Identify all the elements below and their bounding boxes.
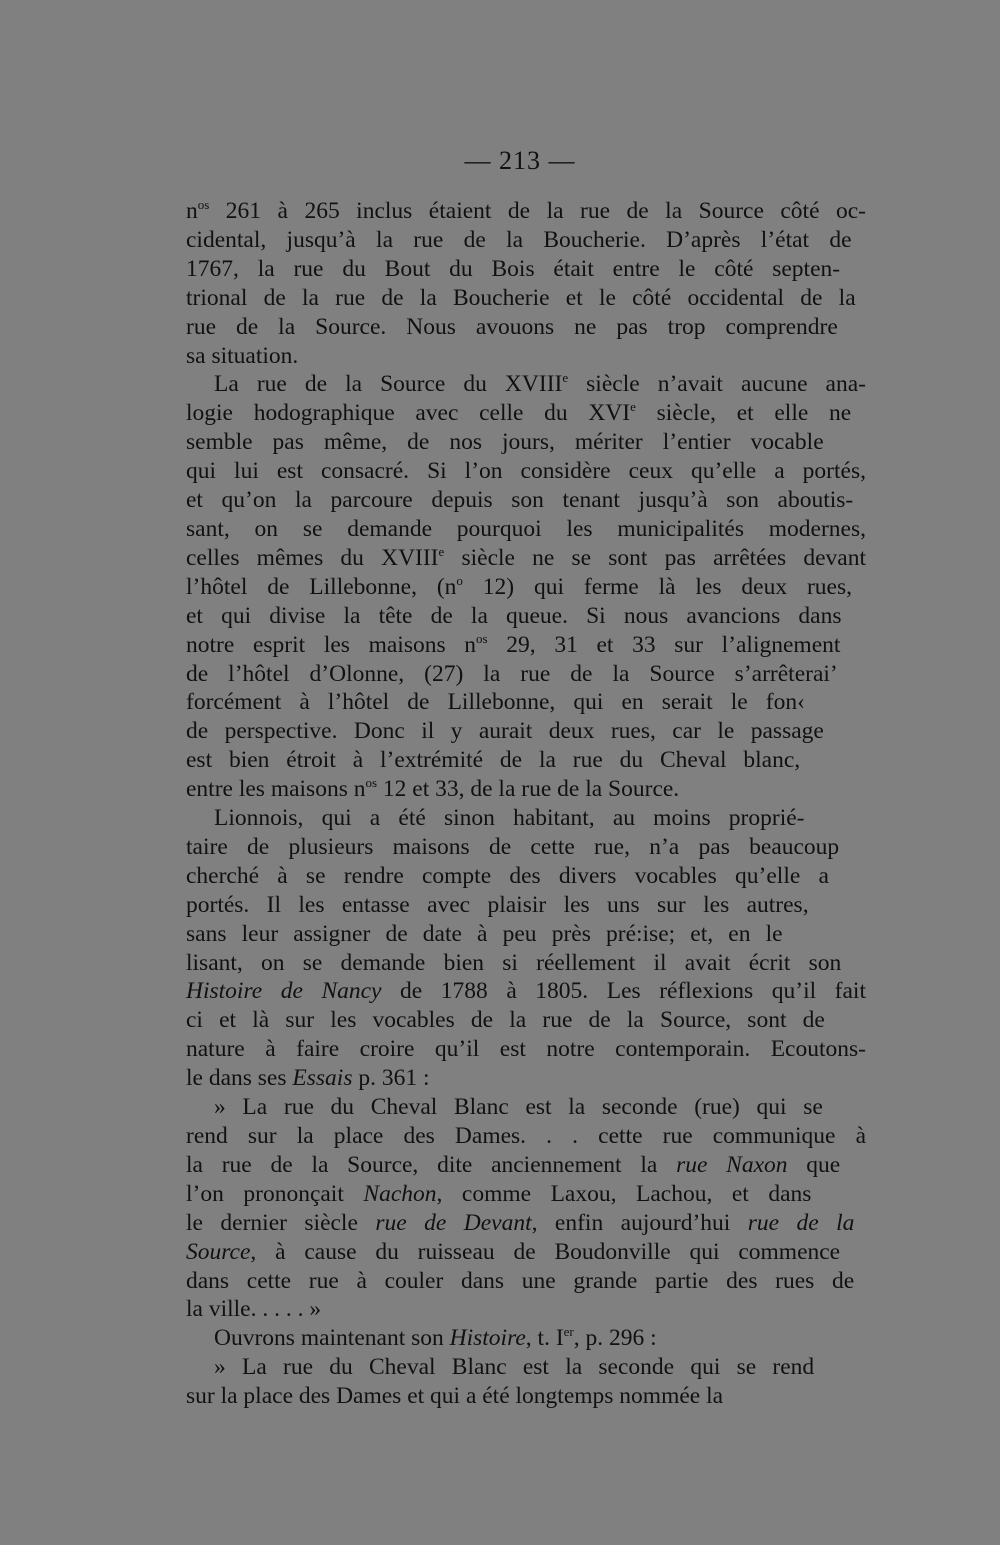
text-line: semble pas même, de nos jours, mériter l’entier vocable xyxy=(186,429,824,456)
text-line: sans leur assigner de date à peu près pré:ise; et, en le xyxy=(186,920,783,947)
text-line: le dernier siècle rue de Devant, enfin aujourd’hui rue de la xyxy=(186,1209,855,1236)
text-line: Source, à cause du ruisseau de Boudonville qui commence xyxy=(186,1238,841,1265)
text-line: » La rue du Cheval Blanc est la seconde qui se rend xyxy=(214,1354,815,1381)
text-line: la ville. . . . . » xyxy=(186,1296,322,1323)
text-line: ci et là sur les vocables de la rue de la Source, sont de xyxy=(186,1007,825,1034)
text-line: $n^{os}$ 261 à 265 inclus étaient de la rue de la Source côté oc- xyxy=(186,197,866,224)
text-line: cherché à se rendre compte des divers vocables qu’elle a xyxy=(186,862,829,889)
text-line: sant, on se demande pourquoi les municipalités modernes, xyxy=(186,515,866,542)
text-line: Lionnois, qui a été sinon habitant, au moins proprié- xyxy=(214,805,805,832)
text-line: » La rue du Cheval Blanc est la seconde (rue) qui se xyxy=(214,1094,823,1121)
paragraph xyxy=(186,1324,866,1353)
text-line: La rue de la Source du XVIIIe siècle n’avait aucune ana- xyxy=(214,370,866,398)
text-line: l’on prononçait Nachon, comme Laxou, Lachou, et dans xyxy=(186,1180,812,1207)
text-line: trional de la rue de la Boucherie et le côté occidental de la xyxy=(186,284,856,311)
paragraph xyxy=(186,1353,866,1411)
text-line: rue de la Source. Nous avouons ne pas trop comprendre xyxy=(186,313,838,340)
page-number: — 213 — xyxy=(464,146,576,175)
body-text xyxy=(186,197,866,1411)
text-line: sa situation. xyxy=(186,342,299,369)
text-line: sur la place des Dames et qui a été longtemps nommée la xyxy=(186,1383,724,1410)
text-line: Histoire de Nancy de 1788 à 1805. Les réflexions qu’il fait xyxy=(186,978,866,1005)
paragraph xyxy=(186,370,866,804)
text-line: et qui divise la tête de la queue. Si nous avancions dans xyxy=(186,602,842,629)
text-line: le dans ses Essais p. 361 : xyxy=(186,1065,430,1092)
paragraph xyxy=(186,197,866,370)
text-line: de perspective. Donc il y aurait deux rues, car le passage xyxy=(186,718,824,745)
paragraph xyxy=(186,1093,866,1324)
text-line: l’hôtel de Lillebonne, ($n^o$ 12) qui ferme là les deux rues, xyxy=(186,572,852,600)
text-line: et qu’on la parcoure depuis son tenant jusqu’à son aboutis- xyxy=(186,487,854,514)
text-line: forcément à l’hôtel de Lillebonne, qui en serait le fon‹ xyxy=(186,689,805,716)
text-line: 1767, la rue du Bout du Bois était entre le côté septen- xyxy=(186,255,841,282)
text-line: entre les maisons $n^{os}$ 12 et 33, de la rue de la Source. xyxy=(186,775,680,803)
text-line: nature à faire croire qu’il est notre contemporain. Ecoutons- xyxy=(186,1036,866,1063)
text-line: dans cette rue à couler dans une grande partie des rues de xyxy=(186,1267,855,1294)
text-line: qui lui est consacré. Si l’on considère ceux qu’elle a portés, xyxy=(186,458,866,485)
text-line: notre esprit les maisons $n^{os}$ 29, 31 et 33 sur l’alignement xyxy=(186,630,841,658)
text-line: est bien étroit à l’extrémité de la rue du Cheval blanc, xyxy=(186,747,801,774)
text-line: rend sur la place des Dames. . . cette rue communique à xyxy=(186,1123,866,1149)
text-line: de l’hôtel d’Olonne, (27) la rue de la Source s’arrêterai’ xyxy=(186,660,838,687)
paragraph xyxy=(186,804,866,1093)
text-line: Ouvrons maintenant son Histoire, t. Ier, p. 296 : xyxy=(214,1324,657,1352)
text-line: portés. Il les entasse avec plaisir les uns sur les autres, xyxy=(186,891,809,918)
text-line: logie hodographique avec celle du XVIe siècle, et elle ne xyxy=(186,399,852,427)
text-line: la rue de la Source, dite anciennement la rue Naxon que xyxy=(186,1151,841,1178)
text-line: cidental, jusqu’à la rue de la Boucherie. D’après l’état de xyxy=(186,226,852,253)
text-line: taire de plusieurs maisons de cette rue, n’a pas beaucoup xyxy=(186,833,840,860)
text-line: lisant, on se demande bien si réellement il avait écrit son xyxy=(186,949,842,976)
text-line: celles mêmes du XVIIIe siècle ne se sont pas arrêtées devant xyxy=(186,543,866,571)
